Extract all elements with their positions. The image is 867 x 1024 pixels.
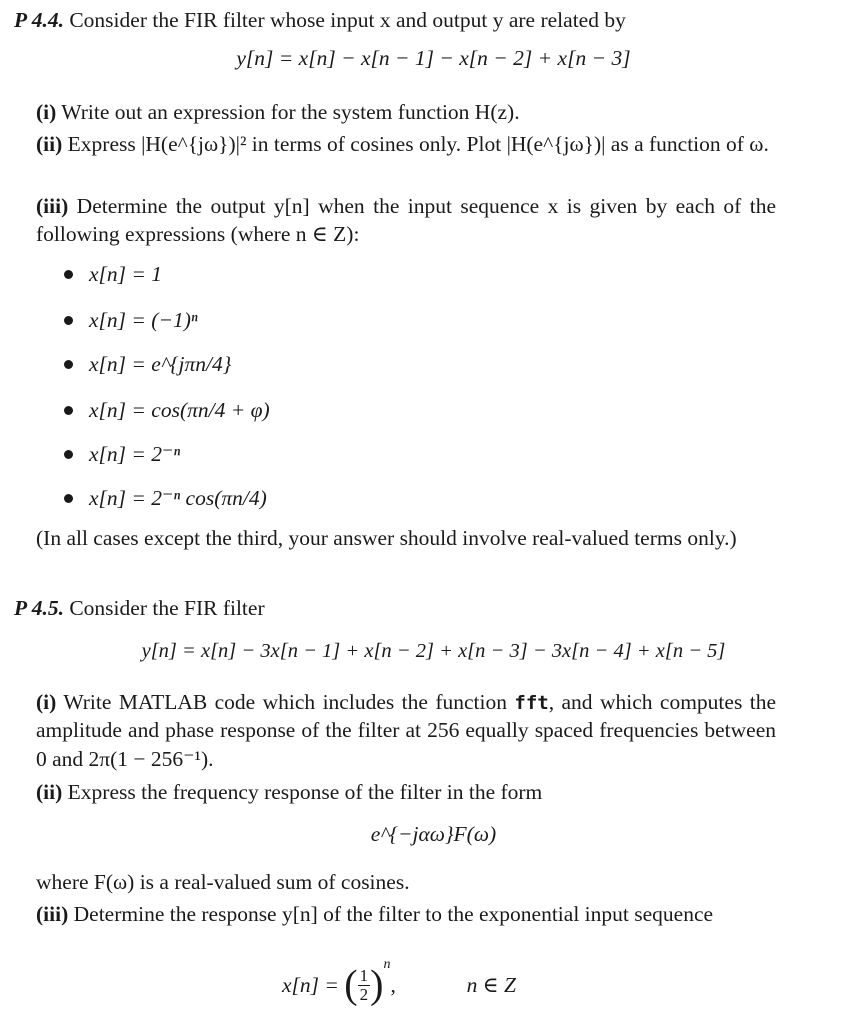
bullet-icon — [64, 360, 73, 369]
list-item — [64, 260, 162, 288]
exponential-input-equation — [282, 956, 516, 1011]
problem-4-4-intro: Consider the FIR filter whose input x and output y are related by — [69, 8, 626, 32]
problem-4-5-where: where F(ω) is a real-valued sum of cosines. — [36, 870, 410, 894]
frequency-response-form: e^{−jαω}F(ω) — [370, 822, 497, 846]
problem-4-5-part-ii — [36, 778, 776, 806]
part-label: (i) — [36, 100, 57, 124]
bullet-icon — [64, 406, 73, 415]
bullet-icon — [64, 316, 73, 325]
list-item — [64, 306, 198, 334]
input-expression: x[n] = 2⁻ⁿ cos(πn/4) — [89, 486, 267, 510]
problem-4-5-intro: Consider the FIR filter — [69, 596, 265, 620]
problem-4-5-part-i — [36, 688, 776, 773]
problem-4-5-equation: y[n] = x[n] − 3x[n − 1] + x[n − 2] + x[n − 3] − 3x[n − 4] + x[n − 5] — [141, 640, 726, 662]
part-text: Determine the output y[n] when the input sequence x is given by each of the following expressions (where n ∈ Z): — [36, 194, 777, 247]
problem-4-4-part-iii — [36, 192, 776, 249]
part-label: (i) — [36, 690, 57, 714]
fraction-denominator: 2 — [359, 984, 369, 1004]
input-lhs: x[n] = — [282, 972, 339, 997]
list-item — [64, 484, 267, 512]
part-text-cont: , and which computes the amplitude and phase response of the filter at 256 equally spaced frequencies between 0 and 2π(1 − 256⁻¹). — [36, 690, 776, 771]
input-expression: x[n] = (−1)ⁿ — [89, 308, 198, 332]
bullet-icon — [64, 270, 73, 279]
part-text: Express the frequency response of the filter in the form — [67, 780, 543, 804]
problem-4-4-part-i — [36, 98, 776, 126]
part-text: Write MATLAB code which includes the function — [63, 690, 507, 714]
list-item — [64, 440, 180, 468]
part-label: (ii) — [36, 780, 63, 804]
bullet-icon — [64, 450, 73, 459]
comma: , — [390, 972, 396, 997]
part-label: (iii) — [36, 902, 69, 926]
problem-4-4-note: (In all cases except the third, your answer should involve real-valued terms only.) — [36, 526, 737, 550]
part-text: Express |H(e^{jω})|² in terms of cosines only. Plot |H(e^{jω})| as a function of ω. — [67, 132, 769, 156]
problem-4-5-number: P 4.5. — [14, 596, 64, 620]
problem-4-5-header — [14, 594, 265, 622]
list-item — [64, 396, 270, 424]
input-expression: x[n] = e^{jπn/4} — [89, 352, 232, 376]
part-label: (ii) — [36, 132, 63, 156]
input-expression: x[n] = 1 — [89, 262, 163, 286]
right-paren: ) — [370, 961, 384, 1007]
code-fft: fft — [514, 692, 549, 714]
input-expression: x[n] = 2⁻ⁿ — [89, 442, 181, 466]
problem-4-4-part-ii — [36, 130, 776, 158]
fraction — [358, 967, 371, 1004]
input-expression: x[n] = cos(πn/4 + φ) — [89, 398, 270, 422]
problem-4-4-header — [14, 6, 626, 34]
fraction-numerator: 1 — [359, 965, 369, 985]
bullet-icon — [64, 494, 73, 503]
problem-4-4-equation: y[n] = x[n] − x[n − 1] − x[n − 2] + x[n − 3] — [236, 46, 631, 70]
list-item — [64, 350, 231, 378]
exponent: n — [383, 957, 391, 972]
left-paren: ( — [344, 961, 358, 1007]
problem-4-5-part-iii — [36, 900, 776, 928]
problem-4-4-number: P 4.4. — [14, 8, 64, 32]
part-text: Write out an expression for the system function H(z). — [61, 100, 520, 124]
input-domain: n ∈ Z — [466, 972, 516, 997]
part-text: Determine the response y[n] of the filter to the exponential input sequence — [73, 902, 714, 926]
part-label: (iii) — [36, 194, 69, 218]
